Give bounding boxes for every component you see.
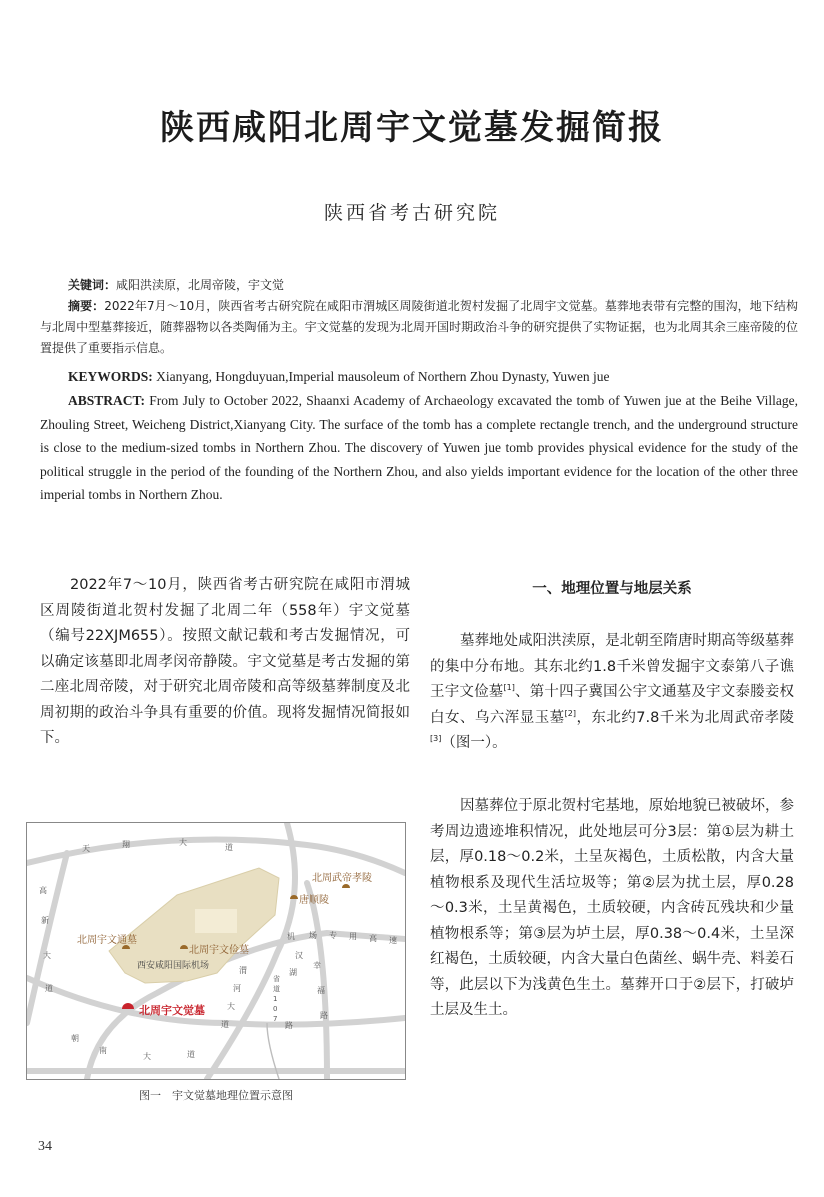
abstract-en — [40, 389, 798, 507]
section-heading: 一、地理位置与地层关系 — [532, 581, 692, 597]
yuwenjue-tomb-marker — [122, 1003, 134, 1009]
airport-terminal — [195, 909, 237, 933]
label-jichang-3: 专 — [329, 931, 337, 940]
label-tianxiang-4: 道 — [225, 843, 233, 852]
keywords-cn-label: 关键词： — [68, 278, 117, 292]
label-gaoxin-3: 大 — [43, 951, 51, 960]
location-paragraph — [430, 629, 794, 757]
label-han-1: 汉 — [295, 951, 303, 960]
label-lower-3: 大 — [143, 1052, 151, 1061]
label-shengdao-1: 省 — [273, 975, 280, 983]
label-shengdao-5: 7 — [273, 1015, 278, 1023]
label-yuwentong: 北周宇文通墓 — [77, 935, 137, 946]
label-wudi-tomb: 北周武帝孝陵 — [312, 873, 372, 884]
abstract-en-text: From July to October 2022, Shaanxi Academy of Archaeology excavated the tomb of Yuwen jue at the Beihe Village, Zhouling Street, Weicheng District,Xianyang City. The surface of the tomb has a complete rectangle trench, and the underground structure is close to the medium-sized tombs in Northern Zhou. The discovery of Yuwen jue tomb provides physical evidence for the study of the political struggle in the period of the founding of the Northern Zhou, and also yields important evidence for the location of the other three imperial tombs in Northern Zhou. — [40, 393, 798, 502]
abstract-cn-label: 摘要： — [68, 299, 105, 313]
page-number: 34 — [38, 1139, 52, 1154]
road-south — [27, 978, 405, 1025]
author-institution: 陕西省考古研究院 — [323, 202, 500, 224]
map-labels — [39, 837, 397, 1061]
location-text-b: 、第十四子冀国公宇文通墓及宇文泰媵妾权白女、乌六浑显玉墓 — [430, 684, 795, 726]
figure-caption: 图一 宇文觉墓地理位置示意图 — [139, 1089, 293, 1102]
label-jichang-5: 高 — [369, 934, 377, 943]
label-xinhe-4: 道 — [221, 1020, 229, 1029]
abstract-cn-text: 2022年7月～10月，陕西省考古研究院在咸阳市渭城区周陵街道北贺村发掘了北周宇文觉墓。墓葬地表带有完整的围沟，地下结构与北周中型墓葬接近，随葬器物以各类陶俑为主。宇文觉墓的发现为北周开国时期政治斗争的研究提供了实物证据，也为北周其余三座帝陵的位置提供了重要指示信息。 — [40, 299, 798, 355]
reference-3: [3] — [430, 734, 442, 744]
label-tianxiang-1: 天 — [82, 844, 90, 853]
reference-2: [2] — [564, 708, 576, 718]
label-xingfu-3: 路 — [320, 1011, 328, 1020]
label-shengdao-3: 1 — [273, 995, 278, 1003]
keywords-en — [68, 369, 798, 385]
label-tangshunling: 唐顺陵 — [299, 895, 329, 906]
location-map — [27, 823, 405, 1079]
location-text-c: ，东北约7.8千米为北周武帝孝陵 — [576, 709, 795, 726]
keywords-en-label: KEYWORDS: — [68, 369, 153, 384]
label-airport: 西安咸阳国际机场 — [137, 961, 210, 971]
label-jichang-2: 场 — [309, 931, 317, 940]
label-xingfu-2: 福 — [317, 986, 325, 995]
keywords-cn — [68, 276, 798, 293]
wudi-tomb-marker — [342, 884, 350, 888]
road-east-vertical — [307, 883, 327, 1079]
intro-paragraph: 2022年7～10月，陕西省考古研究院在咸阳市渭城区周陵街道北贺村发掘了北周二年（558年）宇文觉墓（编号22XJM655）。按照文献记载和考古发掘情况，可以确定该墓即北周孝闵帝静陵。宇文觉墓是考古发掘的第二座北周帝陵，对于研究北周帝陵和高等级墓葬制度及北周初期的政治斗争具有重要的价值。现将发掘情况简报如下。 — [40, 577, 410, 746]
label-xinhe-1: 渭 — [239, 966, 247, 975]
road-west — [27, 853, 67, 1023]
label-lower-4: 道 — [187, 1050, 195, 1059]
keywords-en-text: Xianyang, Hongduyuan,Imperial mausoleum of Northern Zhou Dynasty, Yuwen jue — [152, 369, 610, 384]
label-yuwenjue: 北周宇文觉墓 — [139, 1004, 205, 1017]
label-shengdao-2: 道 — [273, 985, 280, 993]
label-xinhe-3: 大 — [227, 1002, 235, 1011]
label-jichang-1: 机 — [287, 932, 295, 941]
label-xingfu-1: 幸 — [313, 961, 321, 970]
location-map-figure — [26, 822, 406, 1080]
label-han-3: 路 — [285, 1021, 293, 1030]
reference-1: [1] — [503, 683, 515, 693]
label-xinhe-2: 河 — [233, 984, 241, 993]
label-jichang-6: 速 — [389, 936, 397, 945]
label-jichang-4: 用 — [349, 932, 357, 941]
label-shengdao-4: 0 — [273, 1005, 278, 1013]
label-lower-1: 朝 — [71, 1034, 79, 1043]
label-lower-2: 南 — [99, 1046, 107, 1055]
label-tianxiang-2: 翔 — [122, 840, 130, 849]
stratigraphy-paragraph: 因墓葬位于原北贺村宅基地，原始地貌已被破坏，参考周边遗迹堆积情况，此处地层可分3层：第①层为耕土层，厚0.18～0.2米，土呈灰褐色，土质松散，内含大量植物根系及现代生活垃圾等；第②层为扰土层，厚0.28～0.3米，土呈黄褐色，土质较硬，内含砖瓦残块和少量植物根系等；第③层为垆土层，厚0.38～0.4米，土呈深红褐色，土质较硬，内含大量白色菌丝、蜗牛壳、料姜石等，此层以下为浅黄色生土。墓葬开口于②层下，打破垆土层及生土。 — [430, 798, 794, 1018]
label-yuwenjian: 北周宇文俭墓 — [189, 945, 249, 956]
abstract-cn — [40, 296, 798, 359]
label-tianxiang-3: 大 — [179, 838, 187, 847]
label-gaoxin-2: 新 — [41, 916, 49, 925]
location-text-a: 墓葬地处咸阳洪渎原，是北朝至隋唐时期高等级墓葬的集中分布地。其东北约1.8千米曾发掘宇文泰第八子谯王宇文俭墓 — [430, 633, 794, 700]
location-text-d: （图一）。 — [441, 735, 507, 751]
label-han-2: 湖 — [289, 968, 297, 977]
keywords-cn-text: 咸阳洪渎原，北周帝陵，宇文觉 — [116, 278, 285, 292]
label-gaoxin-1: 高 — [39, 886, 47, 895]
article-title: 陕西咸阳北周宇文觉墓发掘简报 — [160, 108, 664, 148]
label-gaoxin-4: 道 — [45, 984, 53, 993]
abstract-en-label: ABSTRACT: — [68, 393, 146, 408]
